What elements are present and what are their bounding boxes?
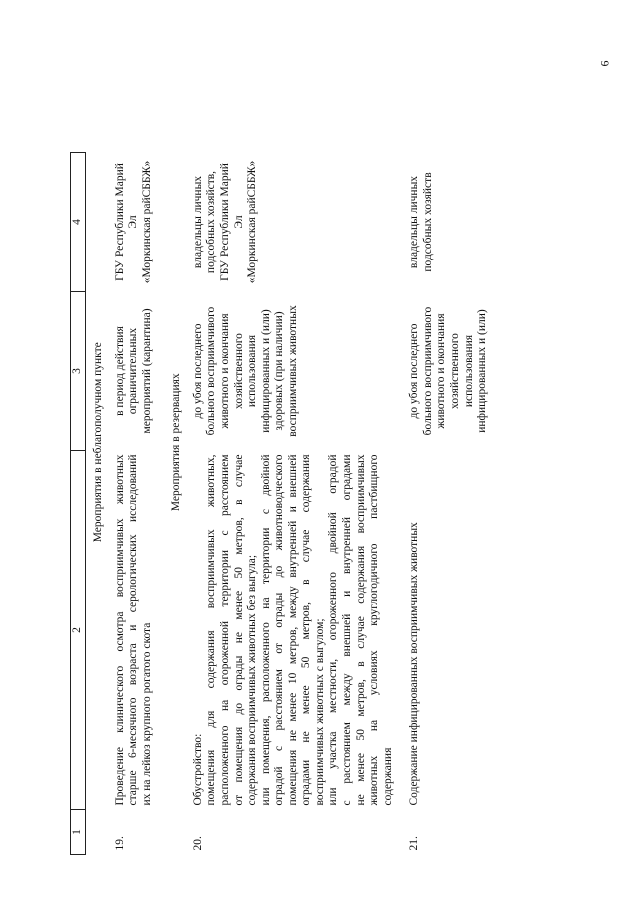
row-20-description: Обустройство: помещения для содержания восприимчивых животных, расположенного на огороженной территории с расстоянием от помещения до ограды не менее 50 метров, в случае содержания восприимчивых животных без выгула; или помещения, расположенного на территории с двойной оградой с расстоянием от ограды до животноводческого помещения не менее 10 метров, между внутренней и внешней оградами не менее 50 метров, в случае содержания восприимчивых животных с выгулом; или участка местности, огороженного двойной оградой с расстоянием между внешней и внутренней оградами не менее 50 метров, в случае содержания восприимчивых животных на условиях круглогодичного пастбищного содержания <box>191 454 394 806</box>
row-21-empty <box>405 30 499 153</box>
row-19-empty <box>111 30 165 153</box>
row-19-period: в период действия ограничительных мероприятий (карантина) <box>113 308 153 434</box>
table-header-row <box>71 30 86 855</box>
row-20-empty <box>189 30 405 153</box>
row-19-executor: ГБУ Республики Марий Эл «Моркинская райСББЖ» <box>113 160 153 284</box>
rotated-table-sheet <box>70 75 580 855</box>
section-title-unfavorable: Мероприятия в неблагополучном пункте <box>92 342 104 543</box>
table-row-19 <box>111 30 165 855</box>
header-col-2: 2 <box>71 451 86 810</box>
section-title-reservations: Мероприятия в резервациях <box>170 373 183 512</box>
row-20-executor: владельцы личных подсобных хозяйств, ГБУ Республики Марий Эл «Моркинская райСББЖ» <box>191 160 259 284</box>
row-19-description: Проведение клинического осмотра восприимчивых животных старше 6-месячного возраста и серологических исследований их на лейкоз крупного рогатого скота <box>113 454 153 806</box>
row-20-period: до убоя последнего больного восприимчивого животного и окончания хозяйственного использования инфицированных и (или) здоровых (при наличии) восприимчивых животных <box>191 305 299 437</box>
row-number: 21. <box>408 836 421 851</box>
header-col-3: 3 <box>71 292 86 451</box>
page-number: 6 <box>597 60 612 67</box>
row-21-description: Содержание инфицированных восприимчивых животных <box>408 522 421 806</box>
table-row-21 <box>405 30 499 855</box>
header-col-5 <box>71 30 86 153</box>
header-col-4: 4 <box>71 153 86 292</box>
measures-table <box>70 30 500 855</box>
row-21-period: до убоя последнего больного восприимчивого животного и окончания хозяйственного использования инфицированных и (или) <box>408 306 489 436</box>
row-number: 20. <box>191 836 204 851</box>
section-heading-row <box>86 30 111 855</box>
table-row-20 <box>189 30 405 855</box>
section-heading-row <box>164 30 189 855</box>
row-21-executor: владельцы личных подсобных хозяйств <box>408 172 434 272</box>
header-col-1: 1 <box>71 810 86 855</box>
row-number: 19. <box>113 836 126 851</box>
